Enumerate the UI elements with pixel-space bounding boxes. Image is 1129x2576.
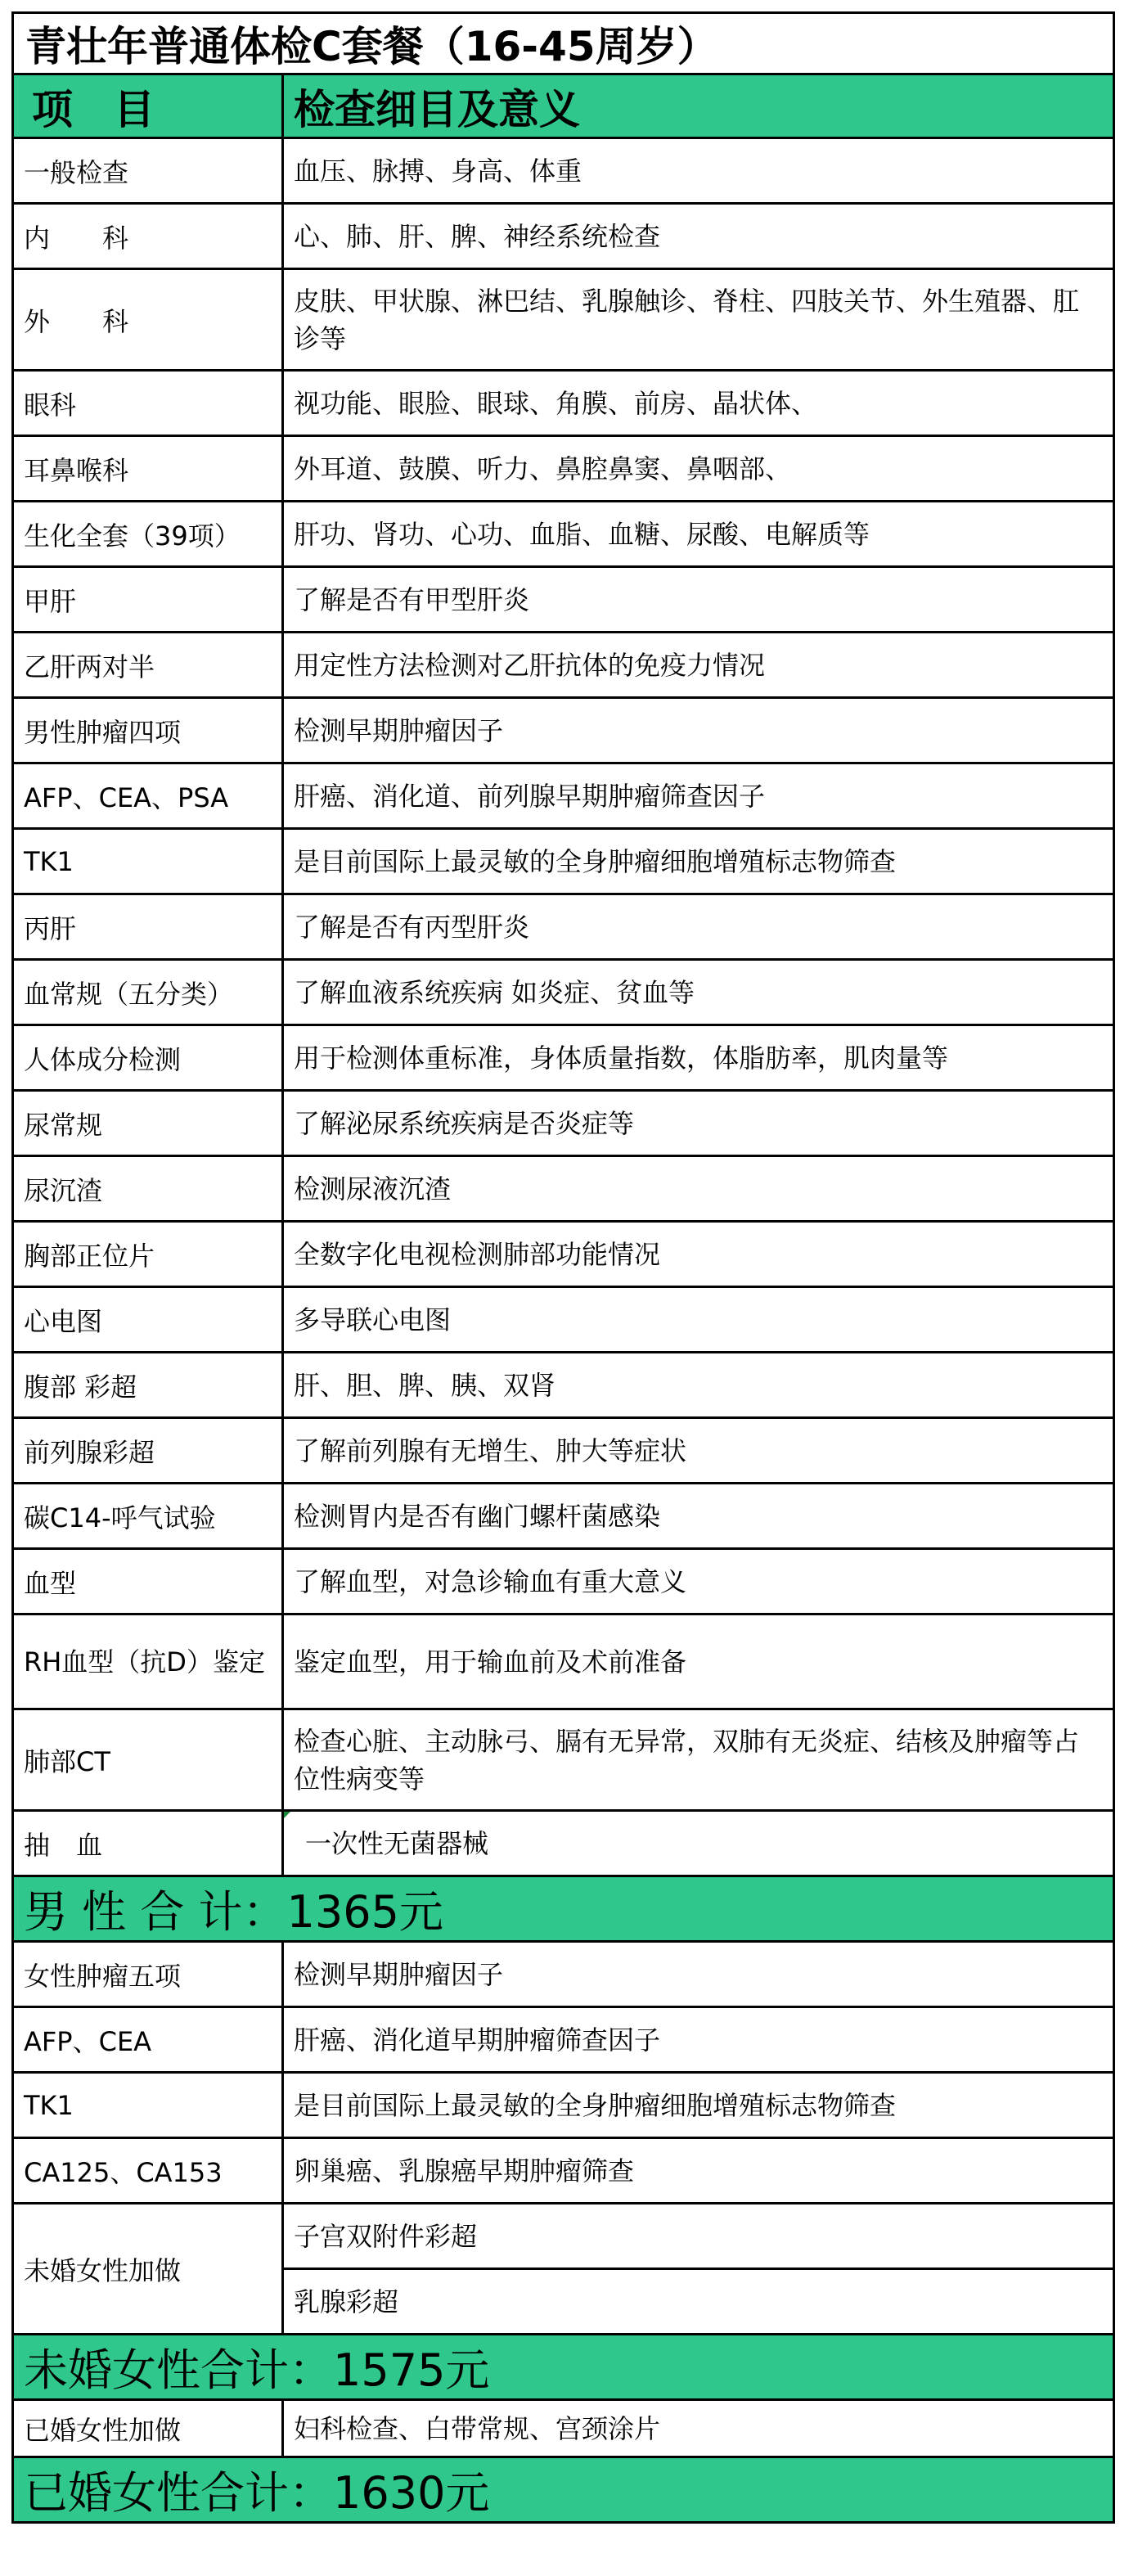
item-desc-text: 一次性无菌器械 xyxy=(305,1827,489,1859)
item-desc: 了解泌尿系统疾病是否炎症等 xyxy=(283,1091,1114,1156)
item-name: RH血型（抗D）鉴定 xyxy=(13,1615,283,1709)
item-desc: 检测早期肿瘤因子 xyxy=(283,1942,1114,2007)
item-desc: 了解是否有甲型肝炎 xyxy=(283,567,1114,633)
item-desc: 了解血液系统疾病 如炎症、贫血等 xyxy=(283,960,1114,1025)
item-name: 前列腺彩超 xyxy=(13,1418,283,1484)
item-desc: 血压、脉搏、身高、体重 xyxy=(283,138,1114,204)
married-extra-desc: 妇科检查、白带常规、宫颈涂片 xyxy=(283,2400,1114,2457)
item-name: 胸部正位片 xyxy=(13,1222,283,1287)
item-desc xyxy=(283,1811,1114,1876)
package-title: 青壮年普通体检C套餐（16-45周岁） xyxy=(13,13,1114,74)
item-name: 血常规（五分类） xyxy=(13,960,283,1025)
item-name: 内 科 xyxy=(13,204,283,269)
column-header-desc: 检查细目及意义 xyxy=(283,74,1114,138)
item-name: 人体成分检测 xyxy=(13,1025,283,1091)
checkup-package-table xyxy=(11,11,1115,2524)
item-desc: 检查心脏、主动脉弓、膈有无异常，双肺有无炎症、结核及肿瘤等占位性病变等 xyxy=(283,1709,1114,1811)
unmarried-extra-name: 未婚女性加做 xyxy=(13,2204,283,2335)
male-total: 男 性 合 计：1365元 xyxy=(13,1876,1114,1942)
item-desc: 检测尿液沉渣 xyxy=(283,1156,1114,1222)
item-name: AFP、CEA xyxy=(13,2007,283,2073)
item-desc: 多导联心电图 xyxy=(283,1287,1114,1353)
item-desc: 视功能、眼脸、眼球、角膜、前房、晶状体、 xyxy=(283,371,1114,436)
column-header-item xyxy=(13,74,283,138)
item-name: 尿沉渣 xyxy=(13,1156,283,1222)
item-desc: 鉴定血型，用于输血前及术前准备 xyxy=(283,1615,1114,1709)
unmarried-total: 未婚女性合计：1575元 xyxy=(13,2335,1114,2400)
item-name: 一般检查 xyxy=(13,138,283,204)
item-name: TK1 xyxy=(13,2073,283,2138)
header-row xyxy=(13,74,1114,138)
item-desc: 全数字化电视检测肺部功能情况 xyxy=(283,1222,1114,1287)
item-desc: 肝功、肾功、心功、血脂、血糖、尿酸、电解质等 xyxy=(283,502,1114,567)
item-name: 生化全套（39项） xyxy=(13,502,283,567)
item-name: 女性肿瘤五项 xyxy=(13,1942,283,2007)
item-desc: 检测胃内是否有幽门螺杆菌感染 xyxy=(283,1484,1114,1549)
item-desc: 用于检测体重标准，身体质量指数，体脂肪率，肌肉量等 xyxy=(283,1025,1114,1091)
item-name: 血型 xyxy=(13,1549,283,1615)
item-name: 乙肝两对半 xyxy=(13,633,283,698)
title-row xyxy=(13,13,1114,74)
unmarried-total-row xyxy=(13,2335,1114,2400)
married-extra-name: 已婚女性加做 xyxy=(13,2400,283,2457)
item-desc: 是目前国际上最灵敏的全身肿瘤细胞增殖标志物筛查 xyxy=(283,829,1114,894)
married-total-row xyxy=(13,2457,1114,2523)
item-desc: 肝、胆、脾、胰、双肾 xyxy=(283,1353,1114,1418)
item-name: 碳C14-呼气试验 xyxy=(13,1484,283,1549)
item-name: 外 科 xyxy=(13,269,283,371)
item-desc: 了解前列腺有无增生、肿大等症状 xyxy=(283,1418,1114,1484)
item-name: 甲肝 xyxy=(13,567,283,633)
item-name: 心电图 xyxy=(13,1287,283,1353)
item-name: 腹部 彩超 xyxy=(13,1353,283,1418)
checkup-package-table-wrapper xyxy=(11,11,1113,2524)
item-desc: 了解是否有丙型肝炎 xyxy=(283,894,1114,960)
item-name: 耳鼻喉科 xyxy=(13,436,283,502)
married-total: 已婚女性合计：1630元 xyxy=(13,2457,1114,2523)
item-desc: 是目前国际上最灵敏的全身肿瘤细胞增殖标志物筛查 xyxy=(283,2073,1114,2138)
item-name: 尿常规 xyxy=(13,1091,283,1156)
item-name: 男性肿瘤四项 xyxy=(13,698,283,763)
item-name: AFP、CEA、PSA xyxy=(13,763,283,829)
column-header-item-label: 项 目 xyxy=(32,85,155,133)
item-desc: 皮肤、甲状腺、淋巴结、乳腺触诊、脊柱、四肢关节、外生殖器、肛诊等 xyxy=(283,269,1114,371)
item-desc: 卵巢癌、乳腺癌早期肿瘤筛查 xyxy=(283,2138,1114,2204)
item-name: 眼科 xyxy=(13,371,283,436)
item-name: 抽 血 xyxy=(13,1811,283,1876)
item-desc: 检测早期肿瘤因子 xyxy=(283,698,1114,763)
item-desc: 心、肺、肝、脾、神经系统检查 xyxy=(283,204,1114,269)
item-name: 丙肝 xyxy=(13,894,283,960)
item-desc: 外耳道、鼓膜、听力、鼻腔鼻窦、鼻咽部、 xyxy=(283,436,1114,502)
item-desc: 肝癌、消化道早期肿瘤筛查因子 xyxy=(283,2007,1114,2073)
item-name: TK1 xyxy=(13,829,283,894)
item-desc: 用定性方法检测对乙肝抗体的免疫力情况 xyxy=(283,633,1114,698)
unmarried-extra-item: 乳腺彩超 xyxy=(283,2269,1114,2335)
item-desc: 了解血型，对急诊输血有重大意义 xyxy=(283,1549,1114,1615)
item-desc: 肝癌、消化道、前列腺早期肿瘤筛查因子 xyxy=(283,763,1114,829)
item-name: 肺部CT xyxy=(13,1709,283,1811)
item-name: CA125、CA153 xyxy=(13,2138,283,2204)
unmarried-extra-item: 子宫双附件彩超 xyxy=(283,2204,1114,2269)
male-total-row xyxy=(13,1876,1114,1942)
